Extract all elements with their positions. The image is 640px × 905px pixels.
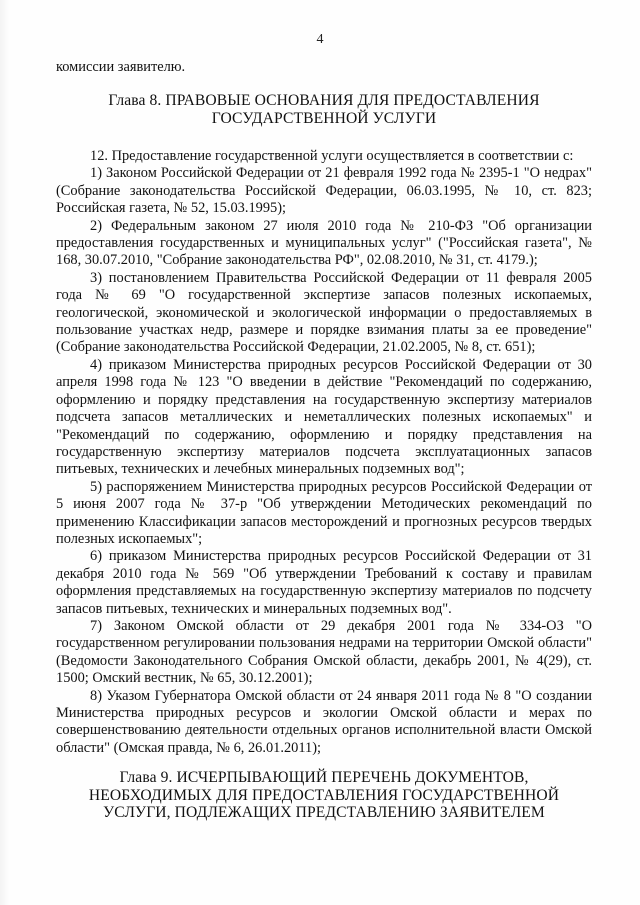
legal-basis-item-4: 4) приказом Министерства природных ресурсов Российской Федерации от 30 апреля 1998 года № 123 "О введении в действие "Рекомендаций по содержанию, оформлению и порядку представления на государственную экспертизу материалов подсчета запасов металлических и неметаллических полезных ископаемых" и "Рекомендаций по содержанию, оформлению и порядку представления на государственную экспертизу материалов подсчета эксплуатационных запасов питьевых, технических и лечебных минеральных подземных вод"; [56, 356, 592, 478]
chapter-9-title-line-2: НЕОБХОДИМЫХ ДЛЯ ПРЕДОСТАВЛЕНИЯ ГОСУДАРСТВЕННОЙ [88, 786, 560, 804]
chapter-8-body [56, 148, 592, 757]
legal-basis-item-5: 5) распоряжением Министерства природных ресурсов Российской Федерации от 5 июня 2007 года № 37-р "Об утверждении Методических рекомендаций по применению Классификации запасов месторождений и прогнозных ресурсов твердых полезных ископаемых"; [56, 478, 592, 547]
legal-basis-item-1: 1) Законом Российской Федерации от 21 февраля 1992 года № 2395-1 "О недрах" (Собрание законодательства Российской Федерации, 06.03.1995, № 10, ст. 823; Российская газета, № 52, 15.03.1995); [56, 165, 592, 217]
legal-basis-item-2: 2) Федеральным законом 27 июля 2010 года № 210-ФЗ "Об организации предоставления государственных и муниципальных услуг" ("Российская газета", № 168, 30.07.2010, "Собрание законодательства РФ", 02.08.2010, № 31, ст. 4179.); [56, 217, 592, 269]
legal-basis-item-7: 7) Законом Омской области от 29 декабря 2001 года № 334-ОЗ "О государственном регулировании пользования недрами на территории Омской области" (Ведомости Законодательного Собрания Омской области, декабрь 2001, № 4(29), ст. 1500; Омский вестник, № 65, 30.12.2001); [56, 617, 592, 687]
page-number: 4 [316, 32, 324, 47]
legal-basis-item-3: 3) постановлением Правительства Российской Федерации от 11 февраля 2005 года № 69 "О государственной экспертизе запасов полезных ископаемых, геологической, экономической и экологической информации о предоставляемых в пользование участках недр, размере и порядке взимания платы за ее проведение" (Собрание законодательства Российской Федерации, 21.02.2005, № 8, ст. 651); [56, 269, 592, 356]
lead-text: комиссии заявителю. [56, 59, 186, 75]
legal-basis-item-6: 6) приказом Министерства природных ресурсов Российской Федерации от 31 декабря 2010 года № 569 "Об утверждении Требований к составу и правилам оформления представляемых на государственную экспертизу материалов по подсчету запасов питьевых, технических и минеральных подземных вод". [56, 548, 592, 617]
chapter-9-title-line-1: Глава 9. ИСЧЕРПЫВАЮЩИЙ ПЕРЕЧЕНЬ ДОКУМЕНТОВ, [119, 769, 529, 786]
legal-basis-item-8: 8) Указом Губернатора Омской области от 24 января 2011 года № 8 "О создании Министерства природных ресурсов и экологии Омской области и мерах по совершенствованию деятельности отдельных органов исполнительной власти Омской области" (Омская правда, № 6, 26.01.2011); [56, 687, 592, 756]
chapter-8-title-line-2: ГОСУДАРСТВЕННОЙ УСЛУГИ [211, 109, 437, 127]
chapter-8-title-line-1: Глава 8. ПРАВОВЫЕ ОСНОВАНИЯ ДЛЯ ПРЕДОСТАВЛЕНИЯ [108, 92, 540, 109]
paragraph-12: 12. Предоставление государственной услуги осуществляется в соответствии с: [90, 148, 574, 164]
chapter-9-title [56, 769, 592, 822]
scan-edge-shadow [0, 0, 10, 905]
chapter-9-title-line-3: УСЛУГИ, ПОДЛЕЖАЩИХ ПРЕДСТАВЛЕНИЮ ЗАЯВИТЕЛЕМ [103, 804, 545, 821]
chapter-8-title [56, 92, 592, 127]
